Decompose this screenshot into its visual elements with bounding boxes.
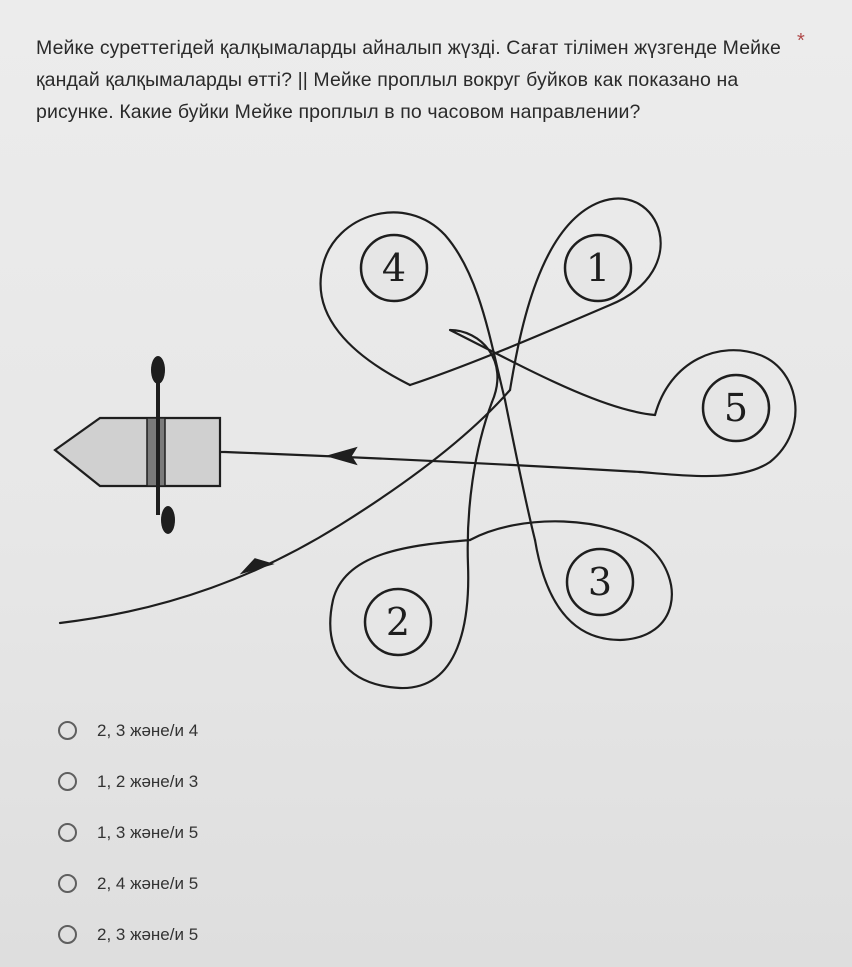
buoy-2-label: 2: [385, 600, 411, 644]
option-label: 1, 3 және/и 5: [97, 822, 199, 842]
radio-button[interactable]: [58, 823, 77, 842]
question-text: Мейке суреттегідей қалқымаларды айналып жүзді. Сағат тілімен жүзгенде Мейке қандай қалқымаларды өтті? || Мейке проплыл вокруг буйков как показано на рисунке. Какие буйки Мейке проплыл в по часовом направлении?: [36, 37, 781, 123]
route-figure: [0, 180, 852, 700]
option-1[interactable]: [58, 705, 558, 756]
option-label: 2, 4 және/и 5: [97, 873, 199, 893]
oar-blade-top: [151, 356, 165, 384]
route-segment-to-buoy-3: [505, 400, 535, 540]
option-label: 2, 3 және/и 5: [97, 924, 199, 944]
buoy-2: [365, 589, 431, 655]
buoy-1-label: 1: [585, 246, 611, 290]
route-loop-buoy-1: [410, 199, 661, 390]
boat: [55, 356, 225, 534]
option-2[interactable]: [58, 756, 558, 807]
option-4[interactable]: [58, 858, 558, 909]
buoy-3: [567, 549, 633, 615]
radio-button[interactable]: [58, 721, 77, 740]
route-return-segment: [225, 452, 640, 472]
arrow-incoming: [242, 559, 272, 573]
option-label: 2, 3 және/и 4: [97, 720, 199, 740]
radio-button[interactable]: [58, 772, 77, 791]
buoy-4-label: 4: [381, 246, 407, 290]
option-label: 1, 2 және/и 3: [97, 771, 199, 791]
oar-blade-bottom: [161, 506, 175, 534]
option-3[interactable]: [58, 807, 558, 858]
boat-hull: [55, 418, 220, 486]
answer-options: [58, 705, 558, 960]
buoy-5: [703, 375, 769, 441]
buoy-4: [361, 235, 427, 301]
buoy-3-label: 3: [587, 560, 613, 604]
buoy-1: [565, 235, 631, 301]
route-segment-to-buoy-5: [450, 330, 655, 415]
arrow-return: [328, 448, 356, 464]
option-5[interactable]: [58, 909, 558, 960]
buoy-5-label: 5: [723, 386, 749, 430]
radio-button[interactable]: [58, 925, 77, 944]
required-asterisk: *: [797, 30, 805, 52]
radio-button[interactable]: [58, 874, 77, 893]
